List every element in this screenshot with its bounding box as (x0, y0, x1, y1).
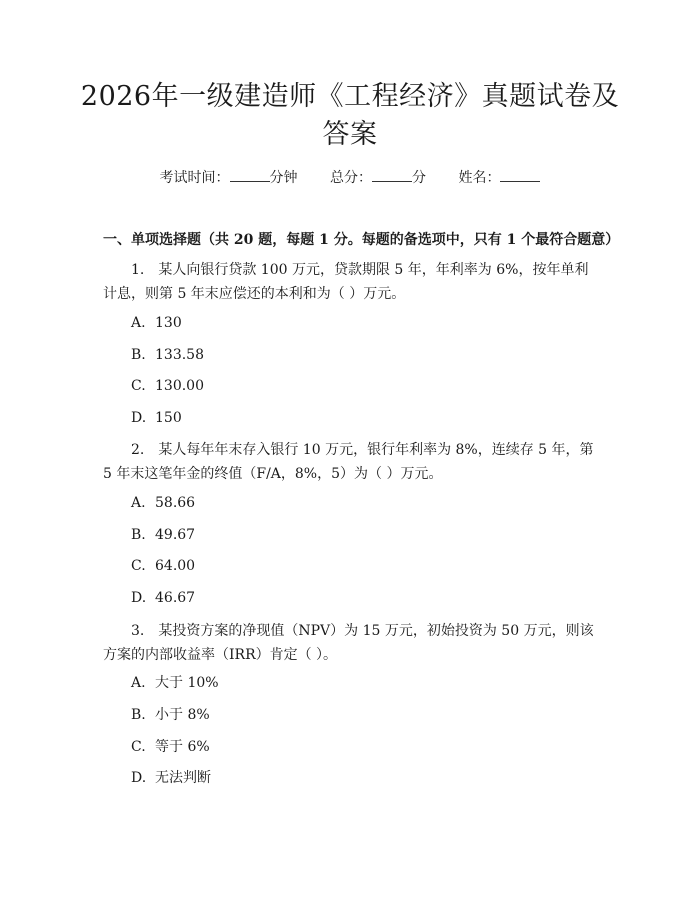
question-2-text: 2. 某人每年年末存入银行 10 万元，银行年利率为 8%，连续存 5 年，第 5 年末这笔年金的终值（F/A，8%，5）为（ ）万元。 (103, 442, 594, 482)
option-letter: D. (131, 590, 147, 606)
name-field (458, 168, 540, 188)
option-letter: C. (131, 558, 146, 574)
option-letter: A. (131, 495, 146, 511)
question-1-option-b (131, 345, 204, 365)
question-1-option-d (131, 408, 182, 428)
question-2-option-a (131, 493, 195, 513)
option-text: 58.66 (155, 495, 196, 511)
option-text: 130.00 (155, 378, 204, 394)
option-letter: C. (131, 739, 146, 755)
total-score-label: 总分： (330, 170, 372, 186)
option-text: 46.67 (155, 590, 196, 606)
document-title: 2026年一级建造师《工程经济》真题试卷及答案 (80, 81, 620, 150)
total-score-blank (372, 169, 412, 182)
option-text: 130 (155, 315, 182, 331)
option-text: 150 (155, 410, 182, 426)
question-1-option-a (131, 313, 182, 333)
option-letter: D. (131, 410, 147, 426)
exam-info-line (0, 168, 700, 188)
question-2-option-d (131, 588, 195, 608)
question-1-text: 1. 某人向银行贷款 100 万元，贷款期限 5 年，年利率为 6%，按年单利计息，则第 5 年末应偿还的本利和为（ ）万元。 (103, 262, 589, 302)
option-letter: B. (131, 527, 146, 543)
question-1-option-c (131, 376, 204, 396)
name-label: 姓名： (458, 170, 501, 186)
option-letter: A. (131, 315, 146, 331)
option-text: 133.58 (155, 347, 204, 363)
question-3-option-c (131, 737, 210, 757)
option-letter: D. (131, 770, 147, 786)
exam-time-field (160, 168, 298, 188)
exam-time-blank (230, 169, 270, 182)
question-3-option-a (131, 673, 219, 693)
section-heading: 一、单项选择题（共 20 题，每题 1 分。每题的备选项中，只有 1 个最符合题意） (103, 232, 620, 248)
option-letter: C. (131, 378, 146, 394)
option-text: 小于 8% (155, 707, 210, 723)
option-text: 49.67 (155, 527, 196, 543)
option-letter: A. (131, 675, 146, 691)
exam-time-label: 考试时间： (159, 170, 230, 186)
question-2-option-b (131, 525, 195, 545)
total-score-field (330, 168, 426, 188)
option-text: 大于 10% (155, 675, 219, 691)
option-letter: B. (131, 347, 146, 363)
option-text: 无法判断 (155, 770, 211, 786)
question-3-option-b (131, 705, 210, 725)
option-letter: B. (131, 707, 146, 723)
name-blank (500, 169, 540, 182)
question-2-option-c (131, 556, 195, 576)
exam-time-unit: 分钟 (269, 170, 298, 186)
question-3-text: 3. 某投资方案的净现值（NPV）为 15 万元，初始投资为 50 万元，则该方案的内部收益率（IRR）肯定（ ）。 (103, 623, 594, 663)
option-text: 等于 6% (155, 739, 210, 755)
question-3-option-d (131, 768, 211, 788)
total-score-unit: 分 (412, 170, 426, 186)
option-text: 64.00 (155, 558, 196, 574)
